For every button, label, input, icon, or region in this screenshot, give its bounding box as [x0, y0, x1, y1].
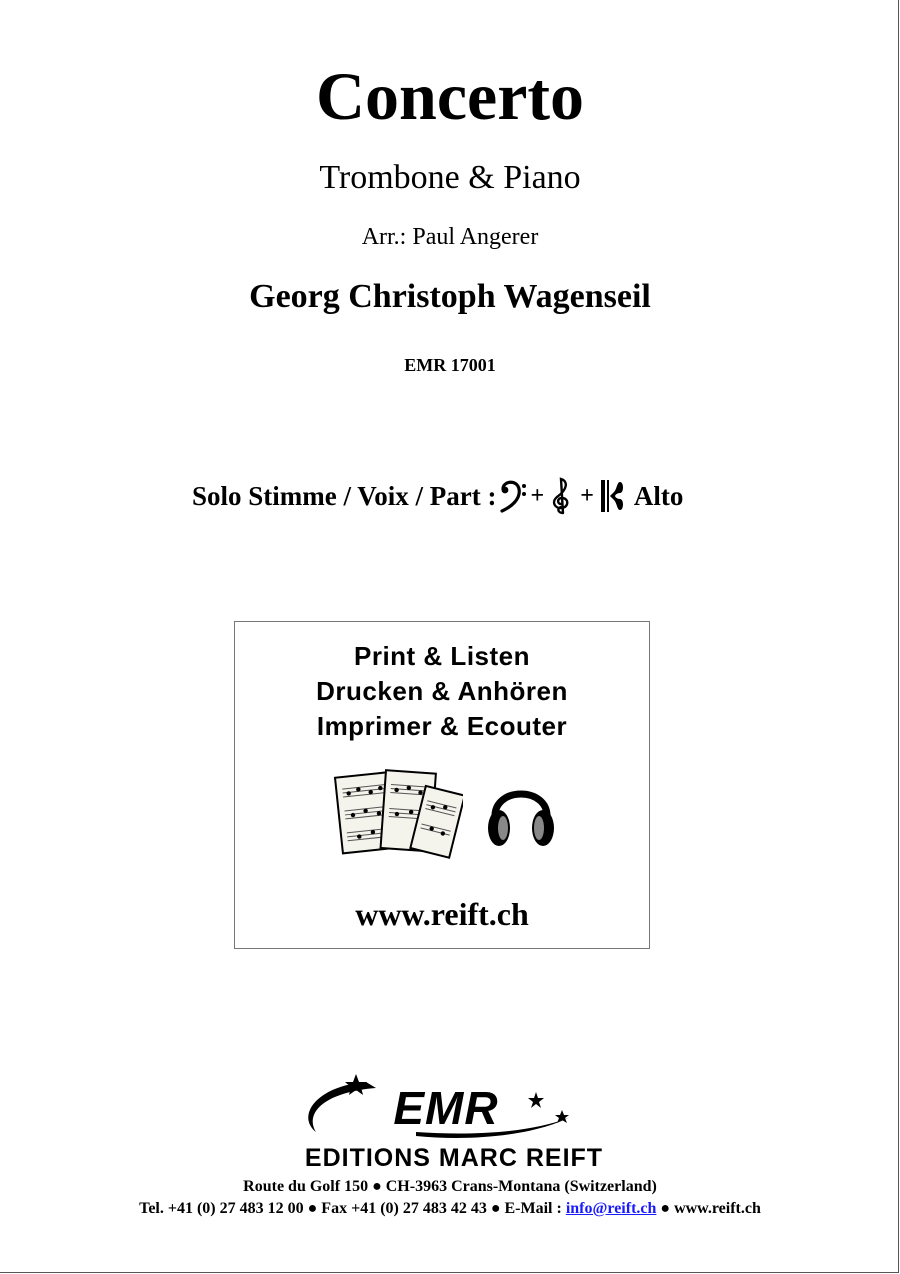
promo-line-french: Imprimer & Ecouter — [316, 711, 568, 741]
treble-clef-icon — [548, 477, 576, 515]
promo-website-link[interactable]: www.reift.ch — [355, 896, 529, 932]
emr-logo — [296, 1072, 586, 1144]
part-suffix: Alto — [633, 480, 684, 511]
promo-line-german: Drucken & Anhören — [316, 676, 568, 706]
page-title: Concerto — [315, 58, 585, 134]
headphones-icon — [485, 772, 557, 852]
print-listen-box — [234, 621, 650, 949]
part-label: Solo Stimme / Voix / Part : — [192, 480, 497, 511]
plus-sign: + — [530, 482, 545, 509]
alto-clef-icon — [598, 477, 626, 515]
instrumentation: Trombone & Piano — [319, 159, 581, 196]
composer: Georg Christoph Wagenseil — [249, 278, 651, 315]
contact-website: ● www.reift.ch — [656, 1200, 761, 1217]
arranger: Arr.: Paul Angerer — [361, 224, 539, 250]
publisher-name — [236, 1142, 672, 1172]
svg-text:EMR: EMR — [393, 1082, 499, 1134]
contact-phone-fax: Tel. +41 (0) 27 483 12 00 ● Fax +41 (0) 27 483 42 43 ● E-Mail : — [139, 1200, 566, 1217]
sheet-music-icon — [333, 764, 463, 864]
promo-line-english: Print & Listen — [353, 641, 530, 671]
email-link[interactable]: info@reift.ch — [565, 1200, 657, 1217]
publisher-contact — [0, 1199, 900, 1219]
catalog-number: EMR 17001 — [404, 355, 496, 375]
solo-part-line — [192, 476, 683, 516]
publisher-address: Route du Golf 150 ● CH-3963 Crans-Montana (Switzerland) — [243, 1178, 657, 1195]
bass-clef-icon — [499, 477, 527, 515]
svg-text:EDITIONS MARC REIFT: EDITIONS MARC REIFT — [304, 1144, 604, 1172]
plus-sign: + — [580, 482, 594, 509]
